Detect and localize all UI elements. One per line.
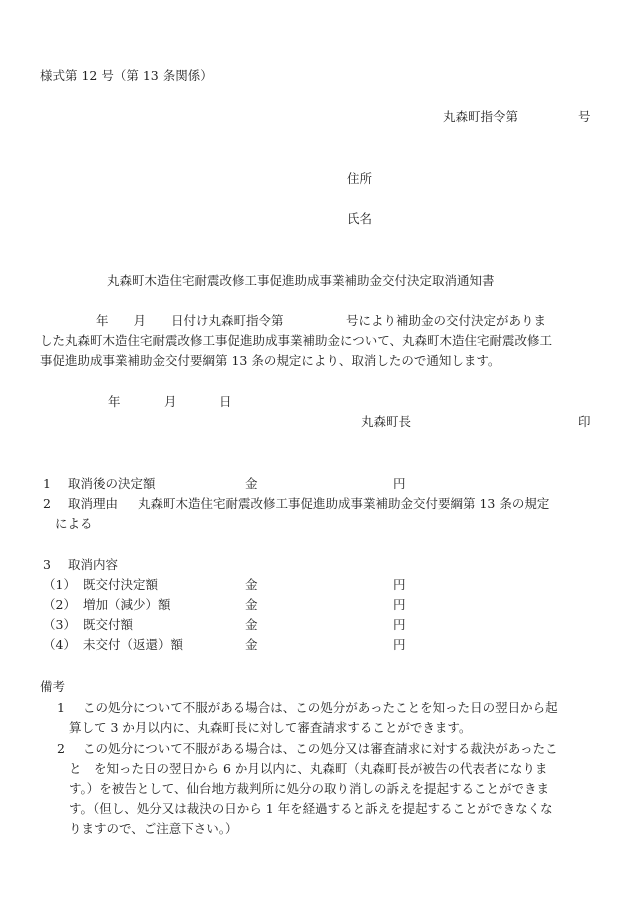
date-month: 月: [164, 394, 177, 409]
breakdown-kin: 金: [245, 577, 258, 592]
body-line: 事促進助成事業補助金交付要綱第 13 条の規定により、取消したので通知します。: [40, 353, 501, 368]
breakdown-kin: 金: [245, 637, 258, 652]
name-label: 氏名: [347, 211, 373, 226]
item3-label: 取消内容: [68, 557, 119, 572]
breakdown-number: （4）: [43, 637, 76, 652]
breakdown-yen: 円: [393, 617, 406, 632]
breakdown-yen: 円: [393, 637, 406, 652]
item1-label: 取消後の決定額: [68, 476, 156, 491]
note2-line: す。）を被告として、仙台地方裁判所に処分の取り消しの訴えを提起することができま: [69, 781, 550, 796]
doc-number-suffix: 号: [578, 109, 591, 124]
breakdown-number: （2）: [43, 597, 76, 612]
body-paragraph: [40, 311, 552, 371]
address-label: 住所: [347, 171, 373, 186]
breakdown-kin: 金: [245, 617, 258, 632]
item2-label: 取消理由: [68, 496, 119, 511]
note2-text: [69, 739, 558, 839]
breakdown-yen: 円: [393, 577, 406, 592]
date-year: 年: [108, 394, 121, 409]
note2-line: この処分について不服がある場合は、この処分又は審査請求に対する裁決があったこ: [83, 741, 558, 756]
form-label: 様式第 12 号（第 13 条関係）: [40, 68, 213, 83]
issuer-title: 丸森町長: [361, 414, 412, 429]
note2-line: と を知った日の翌日から 6 か月以内に、丸森町（丸森町長が被告の代表者になりま: [69, 761, 548, 776]
breakdown-yen: 円: [393, 597, 406, 612]
item2-text: 丸森町木造住宅耐震改修工事促進助成事業補助金交付要綱第 13 条の規定: [138, 496, 550, 511]
doc-number-prefix: 丸森町指令第: [443, 109, 519, 124]
note1-number: 1: [57, 700, 65, 715]
item1-kin: 金: [245, 476, 258, 491]
note2-number: 2: [57, 741, 65, 756]
body-line: した丸森町木造住宅耐震改修工事促進助成事業補助金について、丸森町木造住宅耐震改修工: [40, 333, 553, 348]
breakdown-label: 未交付（返還）額: [83, 637, 184, 652]
breakdown-label: 増加（減少）額: [83, 597, 171, 612]
item3-number: 3: [43, 557, 51, 572]
breakdown-kin: 金: [245, 597, 258, 612]
note1-text: [69, 698, 558, 738]
note2-line: す。（但し、処分又は裁決の日から 1 年を経過すると訴えを提起することができなくな: [69, 801, 553, 816]
note1-line: 算して 3 か月以内に、丸森町長に対して審査請求することができます。: [69, 720, 472, 735]
item2-text-cont: による: [55, 516, 93, 531]
item2-number: 2: [43, 496, 51, 511]
remarks-heading: 備考: [40, 679, 66, 694]
note2-line: りますので、ご注意下さい。）: [69, 821, 238, 836]
note1-line: この処分について不服がある場合は、この処分があったことを知った日の翌日から起: [83, 700, 558, 715]
breakdown-label: 既交付決定額: [83, 577, 159, 592]
seal-mark: 印: [578, 414, 591, 429]
breakdown-number: （1）: [43, 577, 76, 592]
breakdown-label: 既交付額: [83, 617, 134, 632]
date-day: 日: [219, 394, 232, 409]
item1-yen: 円: [393, 476, 406, 491]
item1-number: 1: [43, 476, 51, 491]
document-title: 丸森町木造住宅耐震改修工事促進助成事業補助金交付決定取消通知書: [107, 273, 495, 288]
breakdown-number: （3）: [43, 617, 76, 632]
body-line: 年 月 日付け丸森町指令第 号により補助金の交付決定がありま: [96, 313, 547, 328]
